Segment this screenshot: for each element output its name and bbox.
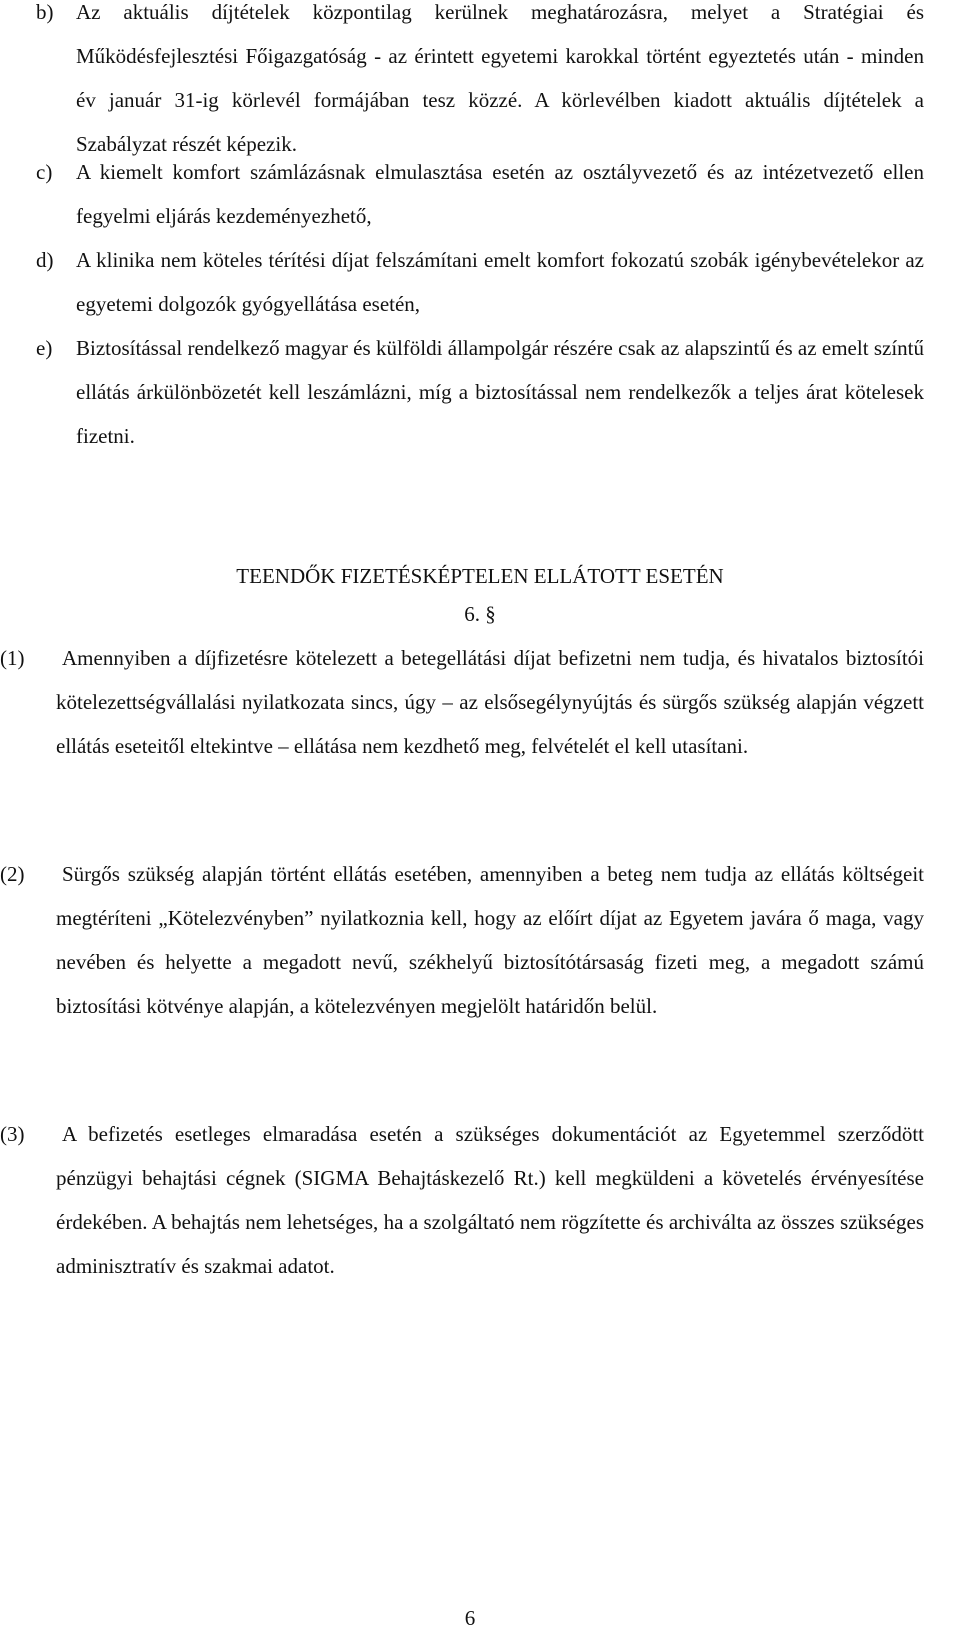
list-item-e <box>36 326 924 458</box>
list-item-d <box>36 238 924 326</box>
list-marker: d) <box>36 248 54 272</box>
list-item-c <box>36 150 924 238</box>
list-marker: b) <box>36 0 54 24</box>
paragraph-marker: (1) <box>0 646 25 670</box>
list-item-text: A klinika nem köteles térítési díjat felszámítani emelt komfort fokozatú szobák igénybevételekor az egyetemi dolgozók gyógyellátása esetén, <box>76 248 924 316</box>
paragraph-marker: (2) <box>0 862 25 886</box>
paragraph-2 <box>0 852 924 1028</box>
paragraph-3 <box>0 1112 924 1288</box>
list-marker: e) <box>36 336 53 360</box>
section-title: TEENDŐK FIZETÉSKÉPTELEN ELLÁTOTT ESETÉN <box>236 564 724 588</box>
list-item-text: A kiemelt komfort számlázásnak elmulasztása esetén az osztályvezető és az intézetvezető ellen fegyelmi eljárás kezdeményezhető, <box>76 160 924 228</box>
list-item-text: Az aktuális díjtételek központilag kerülnek meghatározásra, melyet a Stratégiai és Működésfejlesztési Főigazgatóság - az érintett egyetemi karokkal történt egyeztetés után - minden év január 31-ig körlevél formájában tesz közzé. A körlevélben kiadott aktuális díjtételek a Szabályzat részét képezik. <box>76 0 924 156</box>
list-marker: c) <box>36 160 53 184</box>
list-item-text: Biztosítással rendelkező magyar és külföldi állampolgár részére csak az alapszintű és az emelt színtű ellátás árkülönbözetét kell leszámlázni, míg a biztosítással nem rendelkezők a teljes árat kötelesek fizetni. <box>76 336 924 448</box>
paragraph-text: Amennyiben a díjfizetésre kötelezett a betegellátási díjat befizetni nem tudja, és hivatalos biztosítói kötelezettségvállalási nyilatkozata sincs, úgy – az elsősegélynyújtás és sürgős szükség alapján végzett ellátás eseteitől eltekintve – ellátása nem kezdhető meg, felvételét el kell utasítani. <box>56 646 924 758</box>
page-number: 6 <box>464 1606 476 1630</box>
paragraph-1 <box>0 636 924 768</box>
paragraph-text: Sürgős szükség alapján történt ellátás esetében, amennyiben a beteg nem tudja az ellátás költségeit megtéríteni „Kötelezvényben” nyilatkoznia kell, hogy az előírt díjat az Egyetem javára ő maga, vagy nevében és helyette a megadott nevű, székhelyű biztosítótársaság fizeti meg, a megadott számú biztosítási kötvénye alapján, a kötelezvényen megjelölt határidőn belül. <box>56 862 924 1018</box>
section-number: 6. § <box>464 602 496 626</box>
paragraph-text: A befizetés esetleges elmaradása esetén a szükséges dokumentációt az Egyetemmel szerződött pénzügyi behajtási cégnek (SIGMA Behajtáskezelő Rt.) kell megküldeni a követelés érvényesítése érdekében. A behajtás nem lehetséges, ha a szolgáltató nem rögzítette és archiválta az összes szükséges adminisztratív és szakmai adatot. <box>56 1122 924 1278</box>
list-item-b <box>36 0 924 166</box>
paragraph-marker: (3) <box>0 1122 25 1146</box>
